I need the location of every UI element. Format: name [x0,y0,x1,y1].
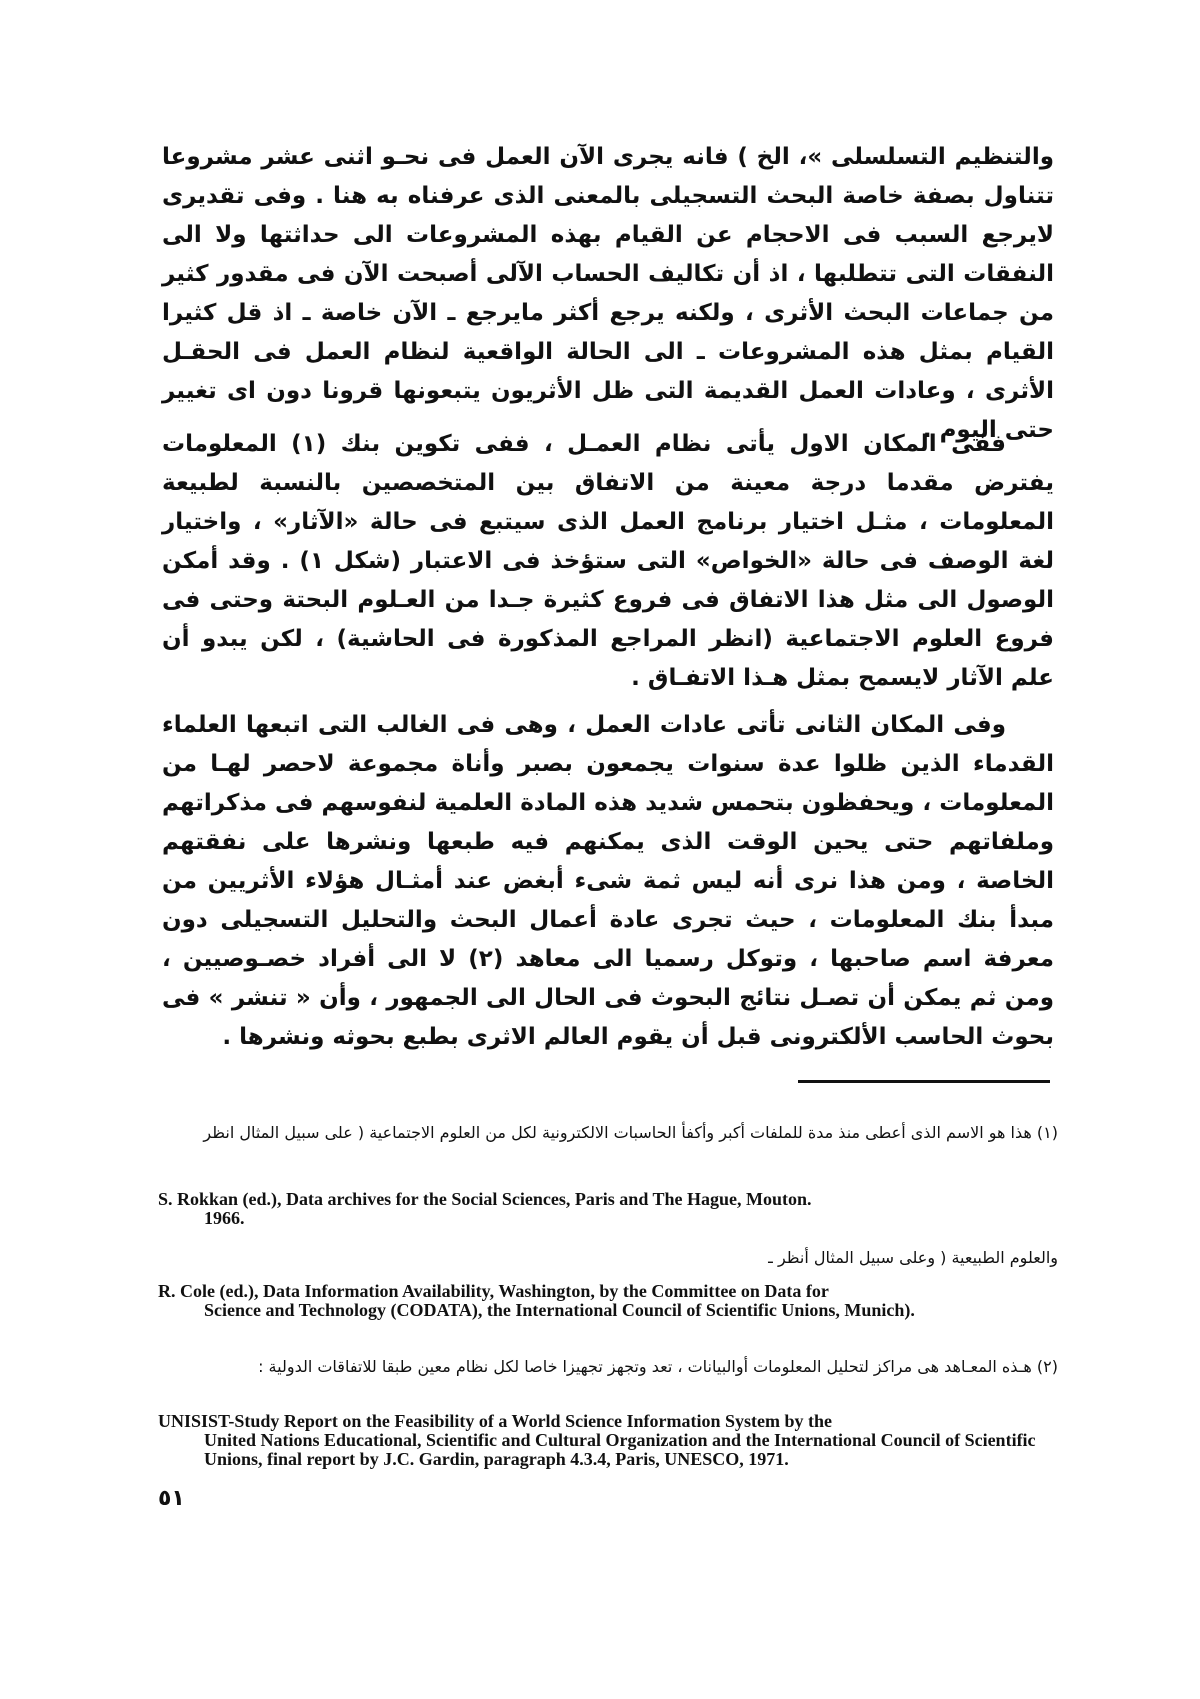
paragraph-2: ففى المكان الاول يأتى نظام العمـل ، ففى تكوين بنك (١) المعلومات يفترض مقدما درجة معينة من الاتفاق بين المتخصصين بالنسبة لطبيعة المعلومات ، مثـل اختيار برنامج العمل الذى سيتبع فى حالة «الآثار» ، واختيار لغة الوصف فى حالة «الخواص» التى ستؤخذ فى الاعتبار (شكل ١) . وقد أمكن الوصول الى مثل هذا الاتفاق فى فروع كثيرة جـدا من العـلوم البحتة وحتى فى فروع العلوم الاجتماعية (انظر المراجع المذكورة فى الحاشية) ، لكن يبدو أن علم الآثار لايسمح بمثل هـذا الاتفـاق . [162,431,1054,691]
footnote-1-arabic-continued: والعلوم الطبيعية ( وعلى سبيل المثال أنظر ـ [768,1248,1058,1267]
footnote-1-second-reference-cont: Science and Technology (CODATA), the International Council of Scientific Unions, Munich). [204,1300,915,1320]
footnote-2-reference-line: UNISIST-Study Report on the Feasibility of a World Science Information System by the [158,1411,833,1431]
paragraph-1: والتنظيم التسلسلى »، الخ ) فانه يجرى الآن العمل فى نحـو اثنى عشر مشروعا تتناول بصفة خاصة البحث التسجيلى بالمعنى الذى عرفناه به هنا . وفى تقديرى لايرجع السبب فى الاحجام عن القيام بهذه المشروعات الى حداثتها ولا الى النفقات التى تتطلبها ، اذ أن تكاليف الحساب الآلى أصبحت الآن فى مقدور كثير من جماعات البحث الأثرى ، ولكنه يرجع أكثر مايرجع ـ الآن خاصة ـ اذ قل كثيرا القيام بمثل هذه المشروعات ـ الى الحالة الواقعية لنظام العمل فى الحقـل الأثرى ، وعادات العمل القديمة التى ظل الأثريون يتبعونها قرونا دون اى تغيير حتى اليوم . [162,144,1054,443]
footnote-1-reference [158,1190,1058,1228]
page-number: ٥١ [158,1486,185,1511]
footnote-1-reference-line: S. Rokkan (ed.), Data archives for the Social Sciences, Paris and The Hague, Mouton. [158,1189,812,1209]
footnote-2-reference [158,1412,1058,1469]
footnote-1-second-reference [158,1282,1058,1320]
paragraph-3: وفى المكان الثانى تأتى عادات العمل ، وهى فى الغالب التى اتبعها العلماء القدماء الذين ظلوا عدة سنوات يجمعون بصبر وأناة مجموعة لاحصر لهـا من المعلومات ، ويحفظون بتحمس شديد هذه المادة العلمية لنفوسهم فى مذكراتهم وملفاتهم حتى يحين الوقت الذى يمكنهم فيه طبعها ونشرها على نفقتهم الخاصة ، ومن هذا نرى أنه ليس ثمة شىء أبغض عند أمثـال هؤلاء الأثريين من مبدأ بنك المعلومات ، حيث تجرى عادة أعمال البحث والتحليل التسجيلى دون معرفة اسم صاحبها ، وتوكل رسميا الى معاهد (٢) لا الى أفراد خصـوصيين ، ومن ثم يمكن أن تصـل نتائج البحوث فى الحال الى الجمهور ، وأن « تنشر » فى بحوث الحاسب الألكترونى قبل أن يقوم العالم الاثرى بطبع بحوثه ونشرها . [162,712,1054,1050]
footnote-2-arabic: (٢) هـذه المعـاهد هى مراكز لتحليل المعلومات أوالبيانات ، تعد وتجهز تجهيزا خاصا لكل نظام معين طبقا للاتفاقات الدولية : [258,1357,1058,1376]
footnote-2-reference-cont: United Nations Educational, Scientific and Cultural Organization and the International Council of Scientific Unions, final report by J.C. Gardin, paragraph 4.3.4, Paris, UNESCO, 1971. [204,1430,1036,1469]
footnote-1-arabic: (١) هذا هو الاسم الذى أعطى منذ مدة للملفات أكبر وأكفأ الحاسبات الالكترونية لكل من العلوم الاجتماعية ( على سبيل المثال انظر [203,1123,1058,1142]
footnote-separator [798,1080,1050,1083]
footnote-1-reference-cont: 1966. [204,1208,245,1228]
footnote-1-second-reference-line: R. Cole (ed.), Data Information Availability, Washington, by the Committee on Data for [158,1281,829,1301]
